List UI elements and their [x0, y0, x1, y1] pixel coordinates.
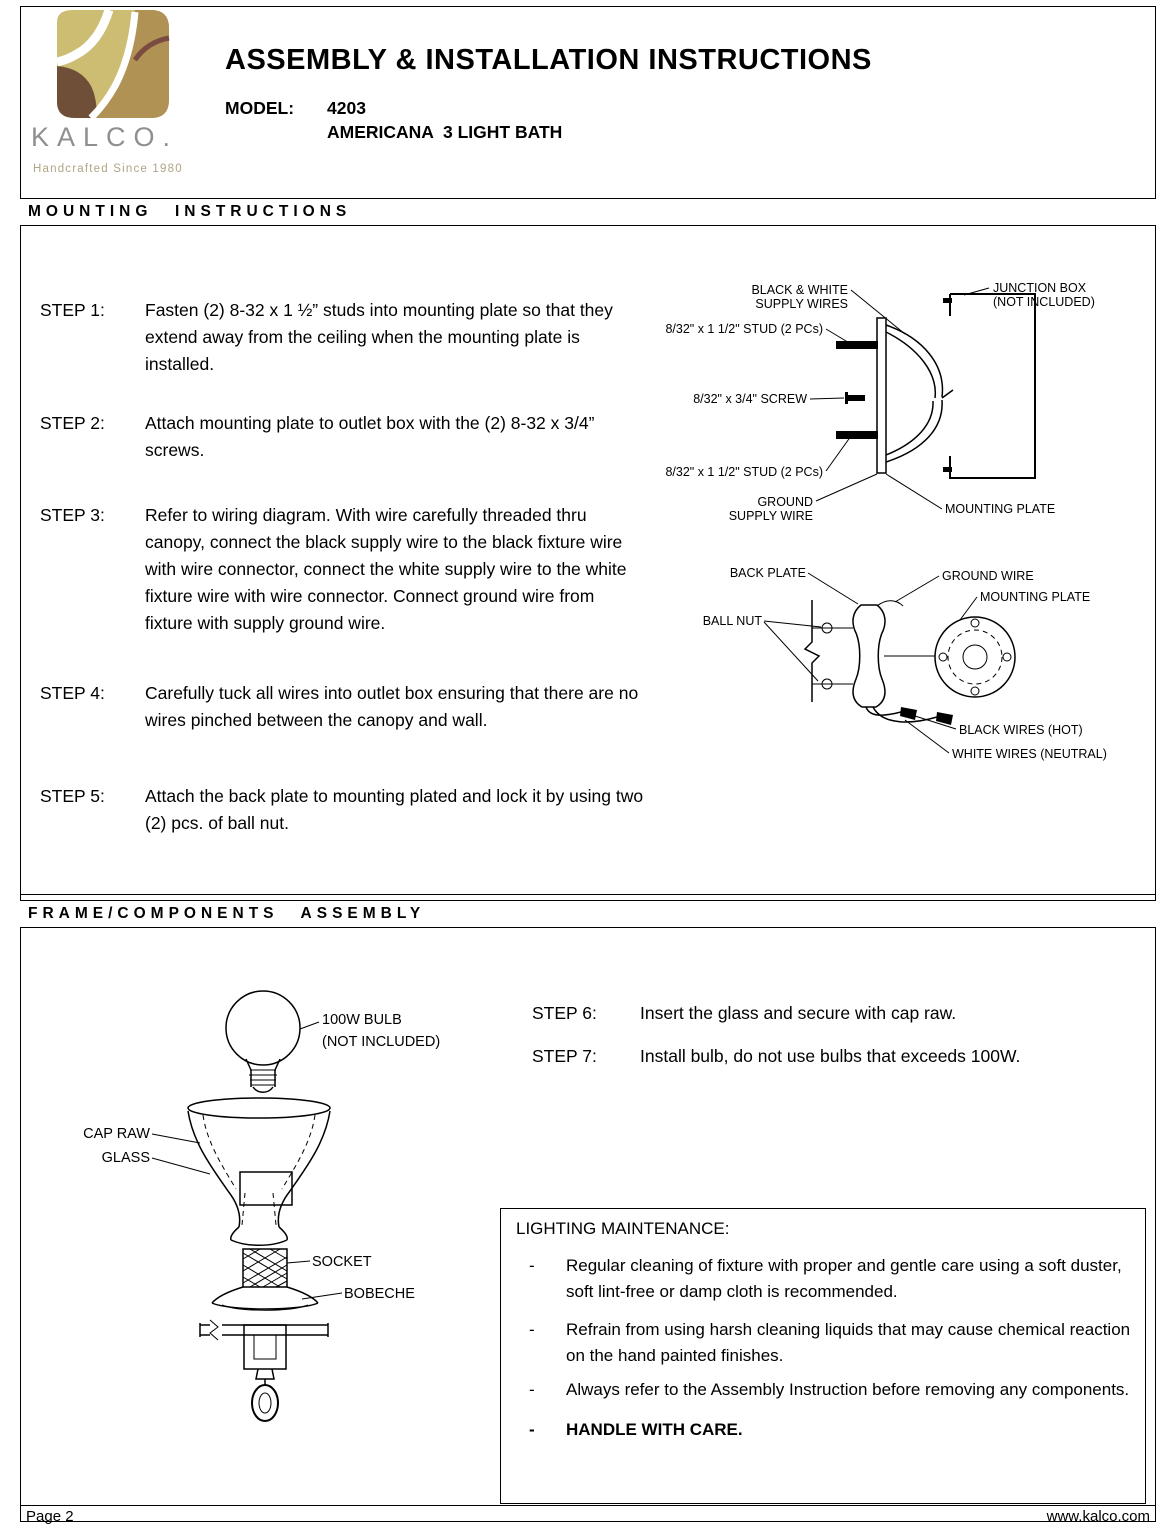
frame-section-title: FRAME/COMPONENTS ASSEMBLY: [28, 905, 426, 922]
label-screw: 8/32" x 3/4" SCREW: [693, 392, 807, 406]
maintenance-item: - Always refer to the Assembly Instruction before removing any components.: [529, 1377, 1129, 1403]
step-row-4: [40, 680, 660, 734]
step-label: STEP 1:: [40, 300, 105, 320]
step-label: STEP 3:: [40, 505, 105, 525]
kalco-logo-icon: [46, 8, 178, 120]
page-number: Page 2: [26, 1508, 74, 1525]
step-label: STEP 6:: [532, 1003, 597, 1023]
label-junction-box-line1: JUNCTION BOX: [993, 281, 1087, 295]
label-mounting-plate: MOUNTING PLATE: [945, 502, 1056, 516]
label-white-wires: WHITE WIRES (NEUTRAL): [952, 747, 1107, 761]
step-text: Attach mounting plate to outlet box with the (2) 8-32 x 3/4” screws.: [145, 413, 595, 460]
label-ground-line1: GROUND: [757, 495, 813, 509]
page-title: ASSEMBLY & INSTALLATION INSTRUCTIONS: [225, 44, 872, 76]
step-row-5: [40, 783, 660, 837]
footer-website: www.kalco.com: [1046, 1508, 1150, 1525]
label-back-plate: BACK PLATE: [729, 566, 806, 580]
step-label: STEP 5:: [40, 786, 105, 806]
mounting-section-header: [20, 198, 1156, 226]
label-ground-line2: SUPPLY WIRE: [728, 509, 813, 523]
label-ball-nut: BALL NUT: [702, 614, 762, 628]
frame-section-header: [20, 900, 1156, 928]
maintenance-item: - Refrain from using harsh cleaning liquids that may cause chemical reaction on the hand painted finishes.: [529, 1317, 1129, 1369]
step-row-1: [40, 297, 660, 378]
step-row-3: [40, 502, 660, 637]
back-plate-diagram: [655, 560, 1150, 775]
label-ground-wire: GROUND WIRE: [942, 569, 1034, 583]
step-text: Carefully tuck all wires into outlet box ensuring that there are no wires pinched between the canopy and wall.: [145, 683, 639, 730]
mounting-section-divider: [20, 894, 1156, 895]
maintenance-item: - Regular cleaning of fixture with proper and gentle care using a soft duster, soft lint-free or damp cloth is recommended.: [529, 1253, 1129, 1305]
components-diagram: [60, 975, 490, 1440]
step-row-2: [40, 410, 660, 464]
mounting-plate-diagram: [655, 270, 1150, 528]
label-supply-wires-line2: SUPPLY WIRES: [755, 297, 848, 311]
model-name: AMERICANA 3 LIGHT BATH: [327, 122, 563, 142]
logo-brand-text: KALCO.: [31, 122, 179, 152]
model-number: 4203: [327, 98, 366, 118]
step-text: Attach the back plate to mounting plated and lock it by using two (2) pcs. of ball nut.: [145, 786, 644, 833]
mounting-section-title: MOUNTING INSTRUCTIONS: [28, 203, 352, 220]
step-label: STEP 7:: [532, 1046, 597, 1066]
step-row-7: [532, 1043, 1132, 1070]
label-mounting-plate-2: MOUNTING PLATE: [980, 590, 1091, 604]
step-label: STEP 2:: [40, 413, 105, 433]
bullet-dash: -: [529, 1256, 535, 1275]
step-text: Refer to wiring diagram. With wire carefully threaded thru canopy, connect the black supply wire to the black fixture wire with wire connector, connect the white supply wire to the white fixture wire with wire connector. Connect ground wire from fixture with supply ground wire.: [145, 505, 627, 633]
label-glass: GLASS: [101, 1150, 150, 1166]
maintenance-title: LIGHTING MAINTENANCE:: [516, 1219, 730, 1238]
step-text: Install bulb, do not use bulbs that exceeds 100W.: [640, 1046, 1021, 1066]
label-black-wires: BLACK WIRES (HOT): [959, 723, 1083, 737]
step-row-6: [532, 1000, 1132, 1027]
label-stud-bottom: 8/32" x 1 1/2" STUD (2 PCs): [665, 465, 823, 479]
model-label: MODEL:: [225, 98, 295, 118]
label-junction-box-line2: (NOT INCLUDED): [993, 295, 1095, 309]
bullet-dash: -: [529, 1380, 535, 1399]
step-text: Fasten (2) 8-32 x 1 ½” studs into mounting plate so that they extend away from the ceiling when the mounting plate is installed.: [145, 300, 613, 374]
step-label: STEP 4:: [40, 683, 105, 703]
label-bulb-line1: 100W BULB: [322, 1012, 402, 1028]
footer-divider: [20, 1505, 1156, 1506]
bullet-dash: -: [529, 1320, 535, 1339]
logo-tagline: Handcrafted Since 1980: [33, 163, 183, 175]
label-bobeche: BOBECHE: [344, 1286, 415, 1302]
label-socket: SOCKET: [312, 1254, 372, 1270]
label-cap-raw: CAP RAW: [83, 1126, 150, 1142]
label-stud-top: 8/32" x 1 1/2" STUD (2 PCs): [665, 322, 823, 336]
maintenance-box: [500, 1208, 1146, 1504]
label-supply-wires-line1: BLACK & WHITE: [751, 283, 848, 297]
step-text: Insert the glass and secure with cap raw.: [640, 1003, 957, 1023]
bullet-dash: -: [529, 1420, 535, 1439]
maintenance-item: - HANDLE WITH CARE.: [529, 1417, 1129, 1443]
label-bulb-line2: (NOT INCLUDED): [322, 1034, 441, 1050]
